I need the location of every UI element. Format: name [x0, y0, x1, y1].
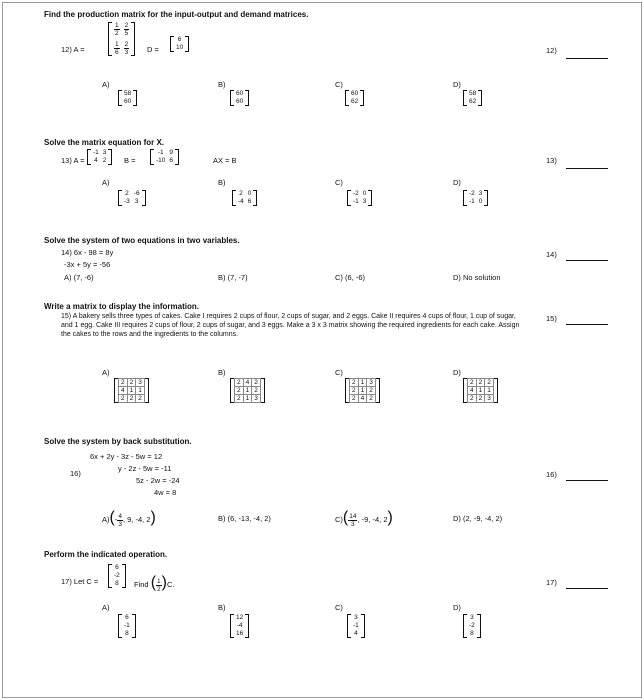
q15-opt-c-letter: C) [335, 368, 343, 377]
q17-heading: Perform the indicated operation. [44, 550, 168, 559]
q15-opt-d-matrix: 2 2 2 4 1 1 2 2 3 [463, 378, 498, 403]
q17-opt-d-letter: D) [453, 603, 461, 612]
q17-opt-c-matrix: 3 -1 4 [347, 614, 365, 638]
q12-opt-b-letter: B) [218, 80, 226, 89]
q16-eq3: 5z - 2w = -24 [136, 476, 180, 485]
q14-opt-b: B) (7, -7) [218, 273, 248, 282]
q14-number: 14) [546, 250, 557, 259]
q14-opt-d: D) No solution [453, 273, 501, 282]
q16-number: 16) [546, 470, 557, 479]
q15-opt-c-matrix: 2 1 3 2 1 2 2 4 2 [345, 378, 380, 403]
q15-answer-line[interactable] [566, 324, 608, 325]
q17-opt-b-letter: B) [218, 603, 226, 612]
q12-heading: Find the production matrix for the input-output and demand matrices. [44, 10, 309, 19]
q15-opt-d-letter: D) [453, 368, 461, 377]
q12-opt-a-matrix: 58 60 [118, 90, 137, 106]
q16-heading: Solve the system by back substitution. [44, 437, 192, 446]
page-frame [2, 2, 642, 698]
q17-opt-a-matrix: 6 -1 8 [118, 614, 136, 638]
q13-opt-c-letter: C) [335, 178, 343, 187]
q13-opt-c-matrix: -2 0 -1 3 [347, 190, 372, 206]
q12-opt-b-matrix: 60 60 [230, 90, 249, 106]
q13-matrix-a: -1 3 4 2 [87, 149, 112, 165]
q17-opt-a-letter: A) [102, 603, 110, 612]
q17-opt-b-matrix: 12 -4 16 [230, 614, 249, 638]
q14-line2: -3x + 5y = -56 [64, 260, 111, 269]
q13-opt-d-matrix: -2 3 -1 0 [463, 190, 488, 206]
q14-opt-a: A) (7, -6) [64, 273, 94, 282]
q17-opt-d-matrix: 3 -2 8 [463, 614, 481, 638]
q12-matrix-a: $\frac{1}{2}$ $\frac{2}{5}$ $\frac{1}{6}$ $\frac{2}{3}$ [108, 22, 135, 56]
q14-opt-c: C) (6, -6) [335, 273, 365, 282]
q12-opt-c-letter: C) [335, 80, 343, 89]
q12-opt-d-letter: D) [453, 80, 461, 89]
q13-label: 13) A = [61, 156, 85, 165]
q14-answer-line[interactable] [566, 260, 608, 261]
q16-eq4: 4w = 8 [154, 488, 177, 497]
q16-opt-c: C)( $\frac{14}{3}$ , -9, -4, 2) [335, 509, 393, 528]
q13-answer-line[interactable] [566, 168, 608, 169]
q17-label: 17) Let C = [61, 577, 99, 586]
q13-opt-b-matrix: 2 0 -4 6 [232, 190, 257, 206]
q13-opt-a-matrix: 2 -6 -3 3 [118, 190, 146, 206]
q12-matrix-d: 6 10 [170, 36, 189, 52]
q15-opt-b-letter: B) [218, 368, 226, 377]
q12-opt-d-matrix: 58 62 [463, 90, 482, 106]
q12-opt-c-matrix: 60 62 [345, 90, 364, 106]
q17-matrix-c: 6 -2 8 [108, 564, 126, 588]
q15-number: 15) [546, 314, 557, 323]
q16-opt-d: D) (2, -9, -4, 2) [453, 514, 503, 523]
q13-heading: Solve the matrix equation for X. [44, 138, 165, 147]
q12-number: 12) [546, 46, 557, 55]
q13-opt-d-letter: D) [453, 178, 461, 187]
q15-text: 15) A bakery sells three types of cakes. Cake I requires 2 cups of flour, 2 cups of sugar, and 2 eggs. Cake II requires 4 cups of flour, 1 cup of sugar, and 1 egg. Cake III requires 2 cups of flour, 2 cups of sugar, and 3 eggs. Make a 3 x 3 matrix showing the required ingredients for each cake. Assign the cakes to the rows and the ingredients to the columns. [61, 313, 520, 338]
q13-number: 13) [546, 156, 557, 165]
q16-answer-line[interactable] [566, 480, 608, 481]
q15-opt-a-matrix: 2 2 3 4 1 1 2 2 2 [114, 378, 149, 403]
q13-matrix-b: -1 9 -10 6 [150, 149, 179, 165]
q16-opt-b: B) (6, -13, -4, 2) [218, 514, 271, 523]
q16-label: 16) [70, 469, 81, 478]
q16-eq1: 6x + 2y - 3z - 5w = 12 [90, 452, 163, 461]
q17-opt-c-letter: C) [335, 603, 343, 612]
q13-opt-b-letter: B) [218, 178, 226, 187]
q13-opt-a-letter: A) [102, 178, 110, 187]
q12-answer-line[interactable] [566, 58, 608, 59]
q14-heading: Solve the system of two equations in two variables. [44, 236, 240, 245]
q16-eq2: y - 2z - 5w = -11 [118, 464, 172, 473]
q16-opt-a: A)(- $\frac{4}{3}$ , 9, -4, 2) [102, 509, 156, 528]
q14-line1: 14) 6x - 98 = 8y [61, 248, 114, 257]
q15-opt-a-letter: A) [102, 368, 110, 377]
q15-opt-b-matrix: 2 4 2 2 1 2 2 1 3 [230, 378, 265, 403]
q15-heading: Write a matrix to display the information. [44, 302, 199, 311]
q17-find: Find ( $\frac{1}{2}$ )C. [134, 574, 175, 593]
q12-d-label: D = [147, 45, 159, 54]
q12-opt-a-letter: A) [102, 80, 110, 89]
q13-b-label: B = [124, 156, 136, 165]
q17-number: 17) [546, 578, 557, 587]
q13-equation: AX = B [213, 156, 237, 165]
q12-label: 12) A = [61, 45, 85, 54]
q17-answer-line[interactable] [566, 588, 608, 589]
